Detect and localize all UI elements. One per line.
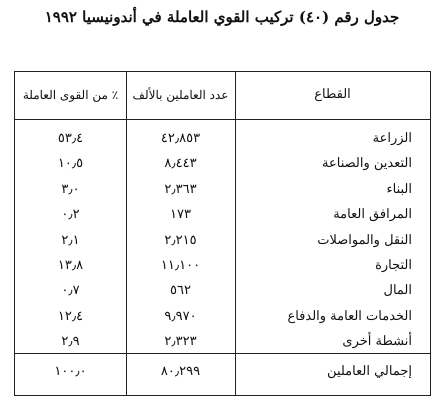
row-workers: ٢٫٣٦٣ bbox=[164, 181, 197, 197]
row-percent: ٥٣٫٤ bbox=[57, 131, 84, 146]
row-percent: ١٣٫٨ bbox=[57, 258, 84, 273]
row-workers: ٩٫٩٧٠ bbox=[164, 308, 197, 324]
row-percent: ٢٫١ bbox=[61, 232, 80, 248]
header-sector: القطاع bbox=[314, 87, 351, 102]
row-percent: ١٠٫٥ bbox=[57, 156, 84, 172]
total-workers: ٨٠٫٢٩٩ bbox=[160, 364, 201, 379]
header-percent: ٪ من القوى العاملة bbox=[22, 88, 119, 102]
row-sector: التعدين والصناعة bbox=[322, 156, 412, 172]
row-sector: التجارة bbox=[375, 258, 412, 273]
row-sector: الزراعة bbox=[372, 131, 412, 146]
row-sector: أنشطة أخرى bbox=[342, 334, 412, 350]
total-sector: إجمالي العاملين bbox=[327, 364, 412, 379]
row-sector: المال bbox=[383, 283, 412, 299]
row-percent: ٣٫٠ bbox=[61, 181, 80, 197]
row-workers: ٢٫٣٢٣ bbox=[164, 334, 197, 350]
row-sector: المرافق العامة bbox=[333, 207, 412, 223]
row-workers: ٢٫٢١٥ bbox=[164, 232, 197, 248]
labor-force-table bbox=[14, 71, 431, 396]
total-percent: ١٠٠٫٠ bbox=[54, 364, 87, 379]
row-sector: النقل والمواصلات bbox=[317, 232, 412, 248]
row-workers: ١١٫١٠٠ bbox=[160, 258, 201, 273]
row-percent: ٠٫٢ bbox=[61, 207, 80, 223]
row-percent: ٠٫٧ bbox=[61, 283, 80, 299]
row-percent: ٢٫٩ bbox=[61, 334, 80, 350]
row-workers: ٤٢٫٨٥٣ bbox=[160, 131, 201, 146]
header-workers: عدد العاملين بالألف bbox=[132, 88, 229, 102]
total-divider bbox=[15, 353, 430, 354]
row-workers: ٨٫٤٤٣ bbox=[164, 156, 197, 172]
column-divider-workers-sector bbox=[235, 72, 236, 395]
row-workers: ٥٦٢ bbox=[170, 283, 191, 299]
row-sector: البناء bbox=[386, 181, 412, 197]
row-percent: ١٢٫٤ bbox=[57, 308, 84, 324]
table-title: جدول رقم (٤٠) تركيب القوي العاملة في أندونيسيا ١٩٩٢ bbox=[44, 8, 400, 26]
row-workers: ١٧٣ bbox=[170, 207, 191, 223]
header-divider bbox=[15, 119, 430, 120]
row-sector: الخدمات العامة والدفاع bbox=[287, 308, 412, 324]
